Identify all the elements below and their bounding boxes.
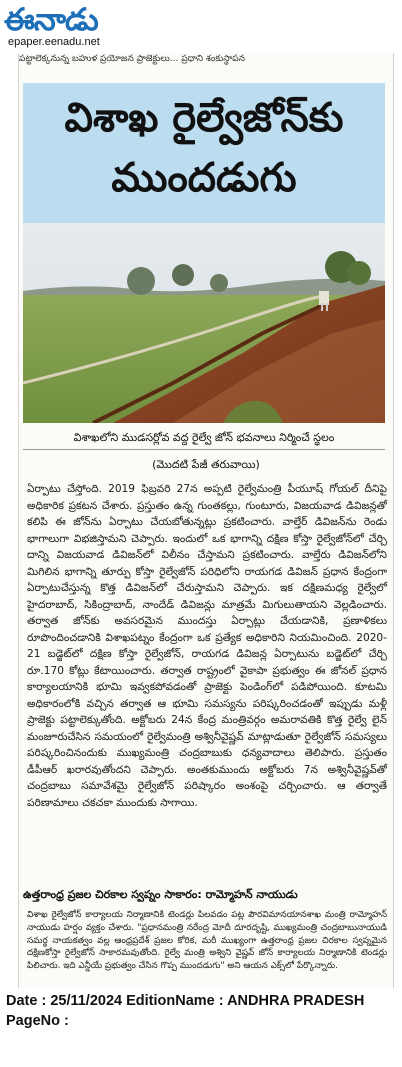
paragraph-1: ఏర్పాటు చేస్తోంది. 2019 ఫిబ్రవరి 27న అప్పటి రైల్వేమంత్రి పీయూష్ గోయల్ దీనిపై అధికారిక ప్రకటన చేశారు. ప్రస్తుతం ఉన్న గుంతకల్లు, గుంటూరు, విజయవాడ డివిజన్లతో కలిపి ఈ జోన్‌ను ఏర్పాటు చేయబోతున్నట్లు ప్రకటించారు. వాల్తేర్ డివిజన్‌ను రెండు భాగాలుగా విభజిస్తామని చెప్పారు. ఇందులో ఒక భాగాన్ని దక్షిణ కోస్తా రైల్వేజోన్‌లో చేర్చి దాన్ని విజయవాడ డివిజన్‌లో విలీనం చేస్తామని ప్రకటించారు. వాల్తేరు డివిజన్‌లోని మిగిలిన భాగాన్ని తూర్పు కోస్తా రైల్వేజోన్ పరిధిలోని రాయగడ డివిజన్ ప్రధాన కేంద్రంగా ఏర్పాటుచేస్తున్న కొత్త డివిజన్‌లో చేరుస్తామని చెప్పారు. ఇక దక్షిణమధ్య రైల్వేలో హైదరాబాద్, సికింద్రాబాద్, నాందేడ్ డివిజన్లు మాత్రమే మిగులుతాయని వెల్లడించారు. తర్వాత జోన్‌కు అవసరమైన ముందస్తు ఏర్పాట్లు చేయడానికి, ప్రణాళికలు రూపొందించడానికి విశాఖపట్నం కేంద్రంగా ఒక ప్రత్యేక అధికారిని నియమించింది. 2020-21 బడ్జెట్‌లో దక్షిణ కోస్తా రైల్వేజోన్, రాయగడ డివిజన్ల ఏర్పాటును బడ్జెట్‌లో చేర్చి రూ.170 కోట్లు కేటాయించారు. తర్వాత రాష్ట్రంలో వైకాపా ప్రభుత్వం ఈ జోనల్ ప్రధాన కార్యాలయానికి భూమి ఇవ్వకపోవడంతో ప్రాజెక్టు పెండింగ్‌లో పడిపోయింది. కూటమి అధికారంలోకి వచ్చిన తర్వాత ఆ భూమి సమస్యను పరిష్కరించడంతో ఇప్పుడు మళ్లీ ప్రాజెక్టు పట్టాలెక్కుతోంది. అక్టోబరు 24న కేంద్ర మంత్రివర్గం అమరావతికి కొత్త రైల్వే లైన్ మంజూరుచేసిన సమయంలో రైల్వేమంత్రి అశ్వినీవైష్ణవ్ మాట్లాడుతూ రైల్వేజోన్ సమస్యలు పరిష్కరించినందుకు ముఖ్యమంత్రి చంద్రబాబుకు ధన్యవాదాలు తెలిపారు. ప్రస్తుతం డీపీఆర్ ఖరారవుతోందని చెప్పారు. అంతకుముందు అక్టోబరు 7న అశ్వినీవైష్ణవ్‌తో చంద్రబాబు సమావేశమై రైల్వేజోన్ పరిష్కారం అంశంపై చర్చించారు. ఆ తర్వాతే పరిణామాలు చకచకా ముందుకు సాగాయి. [27,483,387,809]
previous-article-cut-line: పట్టాలెక్కనున్న బహుళ ప్రయోజన ప్రాజెక్టులు... ప్రధాని శంకుస్థాపన [19,54,245,64]
subheading: ఉత్తరాంధ్ర ప్రజల చిరకాల స్వప్నం సాకారం: రామ్మోహన్ నాయుడు [23,888,298,901]
paragraph-2: విశాఖ రైల్వేజోన్ కార్యాలయ నిర్మాణానికి టెండర్లు పిలవడం పట్ల పౌరవిమానయానశాఖ మంత్రి రామ్మోహన్ నాయుడు హర్షం వ్యక్తం చేశారు. "ప్రధానమంత్రి నరేంద్ర మోదీ దూరదృష్టి, ముఖ్యమంత్రి చంద్రబాబునాయుడి సమర్థ నాయకత్వం వల్ల ఆంధ్రప్రదేశ్ ప్రజల కోరిక, మరీ ముఖ్యంగా ఉత్తరాంధ్ర ప్రజల చిరకాల స్వప్నమైన దక్షిణకోస్తా రైల్వేజోన్ సాకారమవుతోంది. రైల్వే మంత్రి అశ్విని వైష్ణవ్ జోన్ కార్యాలయ నిర్మాణానికి టెండర్లు పిలిచారు. ఇది ఎన్డీయే ప్రభుత్వం చేసిన గొప్ప ముందడుగు" అని ఆయన ఎక్స్‌లో పేర్కొన్నారు. [27,910,387,972]
site-photo-image [23,223,385,423]
headline-line-2: ముందడుగు [111,155,297,201]
photo-caption: విశాఖలోని ముడసర్లోవ వద్ద రైల్వే జోన్ భవనాలు నిర్మించే స్థలం [23,427,385,450]
news-clipping [18,53,394,988]
continued-label: (మొదటి పేజీ తరువాయి) [152,458,260,471]
site-photo [23,223,385,423]
article-body-part-1 [27,481,387,881]
masthead [0,0,402,60]
eenadu-logo[interactable]: ఈనాడు [4,2,98,38]
edition-info-footer: Date : 25/11/2024 EditionName : ANDHRA PRADESH PageNo : [6,993,365,1029]
article-body-part-2 [27,909,387,985]
headline-box [23,83,385,223]
headline-line-1: విశాఖ రైల్వేజోన్‌కు [64,95,344,141]
epaper-url[interactable]: epaper.eenadu.net [8,36,100,48]
